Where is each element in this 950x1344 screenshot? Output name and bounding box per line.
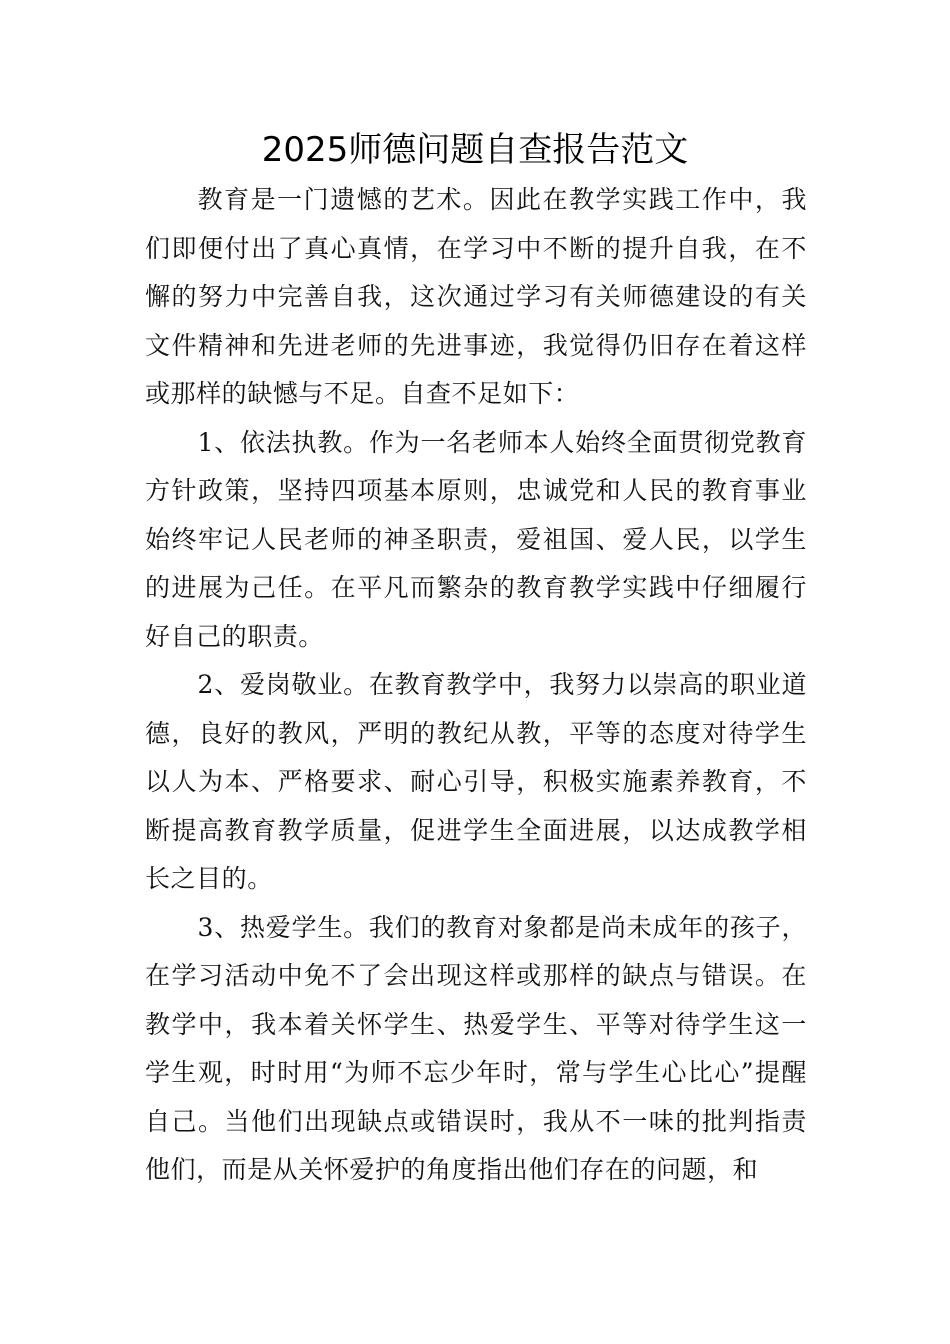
document-body [145,176,807,1195]
paragraph-intro: 教育是一门遗憾的艺术。因此在教学实践工作中，我们即便付出了真心真情，在学习中不断的提升自我，在不懈的努力中完善自我，这次通过学习有关师德建设的有关文件精神和先进老师的先进事迹，我觉得仍旧存在着这样或那样的缺憾与不足。自查不足如下： [145,185,807,408]
document-title: 2025师德问题自查报告范文 [261,130,689,170]
paragraph-item-2: 2、爱岗敬业。在教育教学中，我努力以崇高的职业道德，良好的教风，严明的教纪从教，平等的态度对待学生以人为本、严格要求、耐心引导，积极实施素养教育，不断提高教育教学质量，促进学生全面进展，以达成教学相长之目的。 [145,670,807,893]
paragraph-item-1: 1、依法执教。作为一名老师本人始终全面贯彻党教育方针政策，坚持四项基本原则，忠诚党和人民的教育事业始终牢记人民老师的神圣职责，爱祖国、爱人民，以学生的进展为己任。在平凡而繁杂的教育教学实践中仔细履行好自己的职责。 [145,427,807,651]
paragraph-item-3: 3、热爱学生。我们的教育对象都是尚未成年的孩子，在学习活动中免不了会出现这样或那样的缺点与错误。在教学中，我本着关怀学生、热爱学生、平等对待学生这一学生观，时时用“为师不忘少年时，常与学生心比心”提醒自己。当他们出现缺点或错误时，我从不一味的批判指责他们，而是从关怀爱护的角度指出他们存在的问题，和 [145,912,807,1184]
